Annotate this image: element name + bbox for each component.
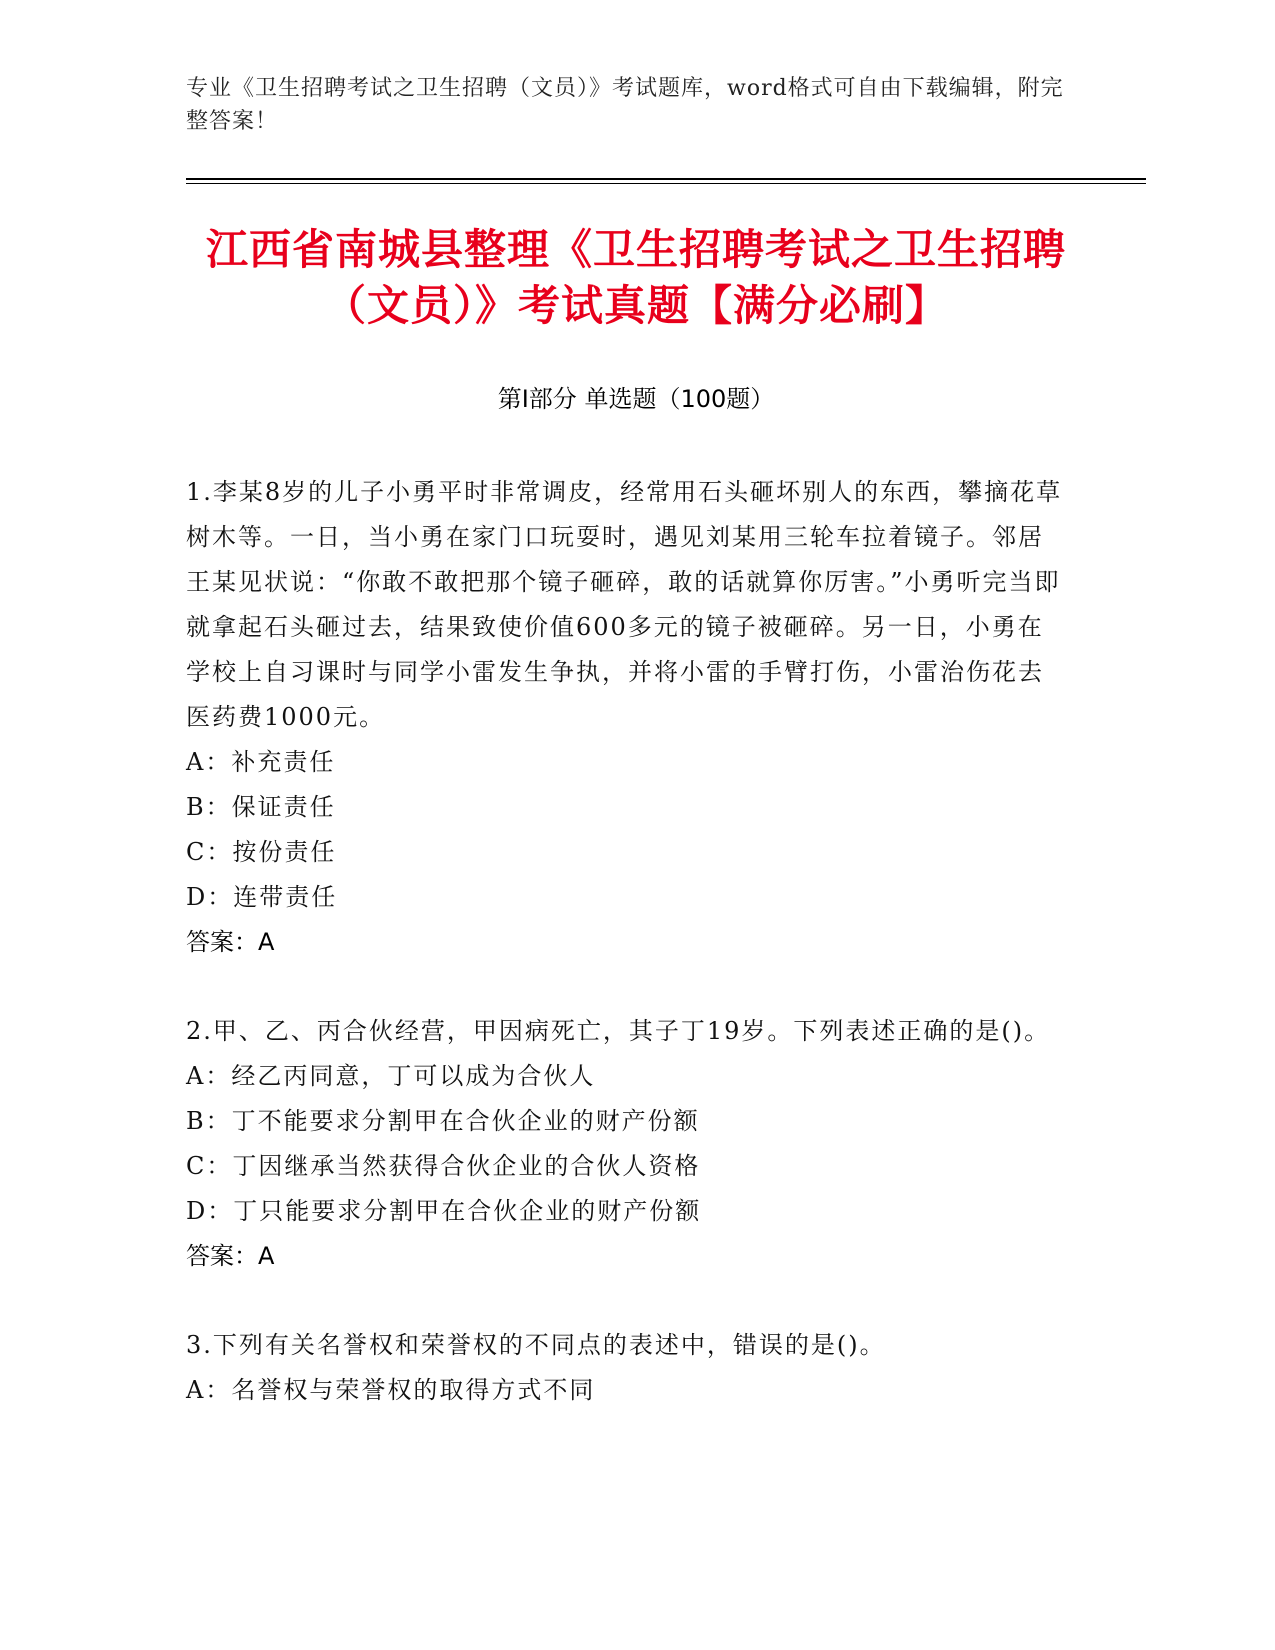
question-stem: 3.下列有关名誉权和荣誉权的不同点的表述中，错误的是()。	[186, 1331, 886, 1359]
option-d: D：连带责任	[186, 883, 338, 911]
header-divider-thick	[186, 178, 1146, 180]
option-a: A：名誉权与荣誉权的取得方式不同	[186, 1376, 596, 1404]
question-3	[186, 1323, 1066, 1413]
document-title: 江西省南城县整理《卫生招聘考试之卫生招聘（文员）》考试真题【满分必刷】	[205, 225, 1066, 330]
option-a: A：经乙丙同意，丁可以成为合伙人	[186, 1062, 596, 1090]
section-heading: 第Ⅰ部分 单选题（100题）	[497, 385, 775, 413]
answer: 答案：A	[186, 1242, 275, 1270]
option-d: D：丁只能要求分割甲在合伙企业的财产份额	[186, 1197, 702, 1225]
header-divider-thin	[186, 183, 1146, 184]
answer: 答案：A	[186, 928, 275, 956]
option-c: C：丁因继承当然获得合伙企业的合伙人资格	[186, 1152, 701, 1180]
header-note: 专业《卫生招聘考试之卫生招聘（文员）》考试题库，word格式可自由下载编辑，附完整答案！	[186, 76, 1064, 134]
option-b: B：保证责任	[186, 793, 336, 821]
option-a: A：补充责任	[186, 748, 336, 776]
option-b: B：丁不能要求分割甲在合伙企业的财产份额	[186, 1107, 700, 1135]
question-stem: 2.甲、乙、丙合伙经营，甲因病死亡，其子丁19岁。下列表述正确的是()。	[186, 1017, 1051, 1045]
option-c: C：按份责任	[186, 838, 337, 866]
question-list	[186, 470, 1066, 1457]
question-stem: 1.李某8岁的儿子小勇平时非常调皮，经常用石头砸坏别人的东西，攀摘花草树木等。一日，当小勇在家门口玩耍时，遇见刘某用三轮车拉着镜子。邻居王某见状说：“你敢不敢把那个镜子砸碎，敢的话就算你厉害。”小勇听完当即就拿起石头砸过去，结果致使价值600多元的镜子被砸碎。另一日，小勇在学校上自习课时与同学小雷发生争执，并将小雷的手臂打伤，小雷治伤花去医药费1000元。	[186, 478, 1063, 731]
question-2	[186, 1009, 1066, 1279]
question-1	[186, 470, 1066, 965]
